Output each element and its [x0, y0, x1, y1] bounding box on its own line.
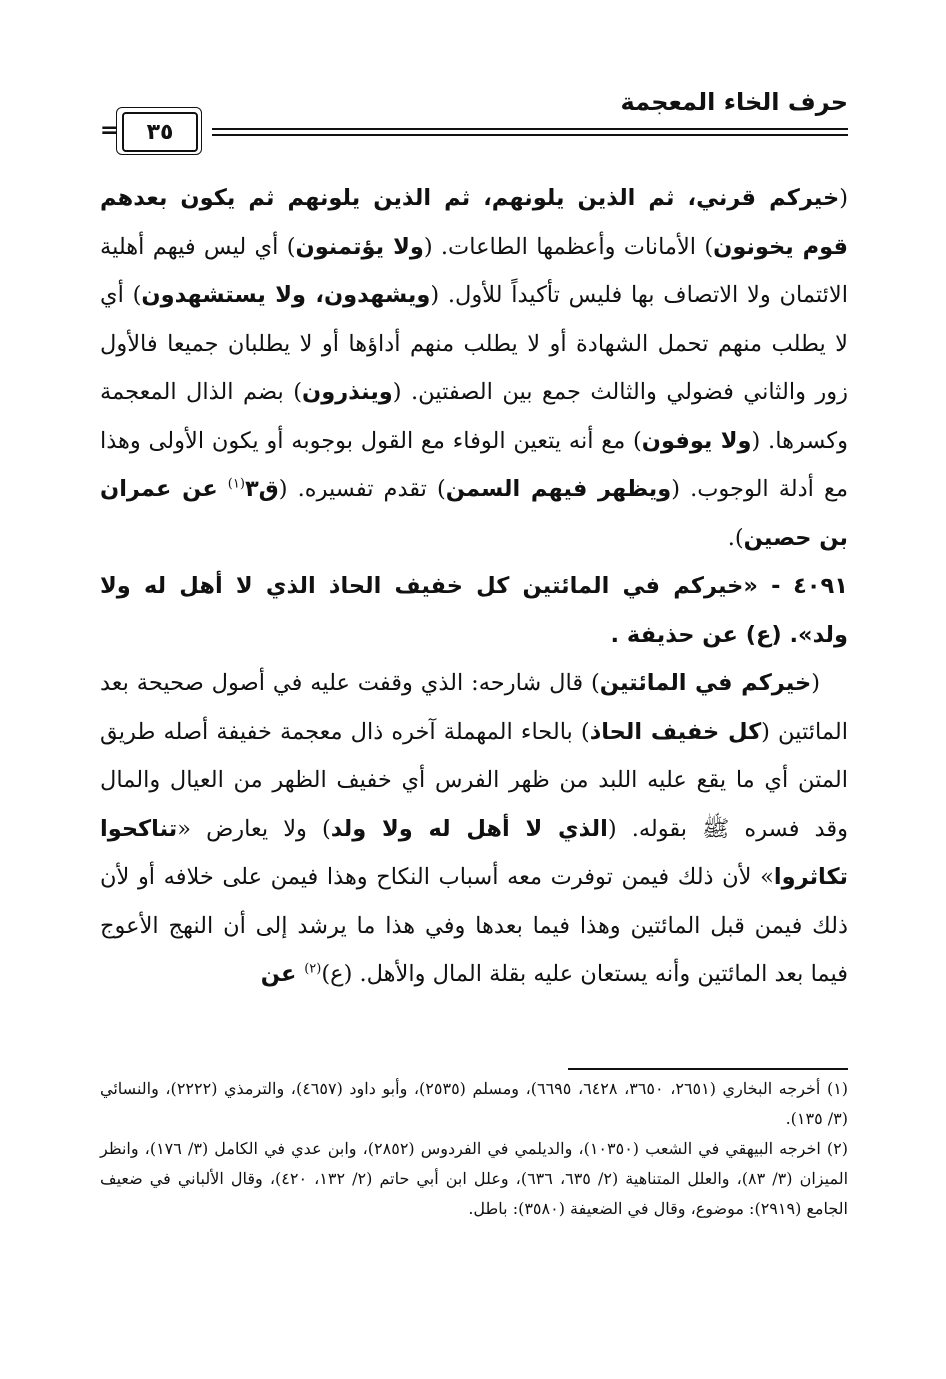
commentary-paragraph: (خيركم قرني، ثم الذين يلونهم، ثم الذين يلونهم ثم يكون بعدهم قوم يخونون) الأمانات وأعظمها الطاعات. (ولا يؤتمنون) أي ليس فيهم أهلية الائتمان ولا الاتصاف بها فليس تأكيداً للأول. (ويشهدون، ولا يستشهدون) أي لا يطلب منهم تحمل الشهادة أو لا يطلب منهم أداؤها أو لا يطلبان جميعا فالأول زور والثاني فضولي والثالث جمع بين الصفتين. (وينذرون) بضم الذال المعجمة وكسرها. (ولا يوفون) مع أنه يتعين الوفاء مع القول بوجوبه أو يكون الأولى وهذا مع أدلة الوجوب. (ويظهر فيهم السمن) تقدم تفسيره. (ق٣$^{(١)}$ عن عمران بن حصين).	[100, 185, 849, 551]
hadith-quote: ولا يؤتمنون	[295, 233, 424, 260]
hadith-quote: ولا يوفون	[641, 427, 752, 454]
footnote-ref: (٢)	[304, 961, 322, 977]
hadith-text: - «خيركم في المائتين كل خفيف الحاذ الذي لا أهل له ولا ولد». (ع) عن حذيفة .	[100, 573, 848, 648]
running-head-title: حرف الخاء المعجمة	[620, 88, 848, 116]
hadith-quote: خيركم قرني، ثم الذين يلونهم، ثم الذين يلونهم ثم يكون بعدهم قوم يخونون	[100, 185, 848, 260]
commentary-body	[100, 174, 848, 999]
page-header	[100, 70, 848, 160]
footnote-1: (١) أخرجه البخاري (٢٦٥١، ٣٦٥٠، ٦٤٢٨، ٦٦٩٥)، ومسلم (٢٥٣٥)، وأبو داود (٤٦٥٧)، والترمذي (٢٢٢٢)، والنسائي (٣/ ١٣٥).	[100, 1079, 849, 1128]
hadith-quote: ويشهدون، ولا يستشهدون	[141, 282, 431, 308]
footnotes	[100, 1074, 848, 1224]
book-page	[100, 70, 848, 1310]
source-code: ق٣	[244, 476, 279, 502]
page-number: ٣٥	[122, 112, 198, 152]
header-rule	[212, 134, 848, 136]
header-mark: =	[100, 118, 119, 143]
commentary-paragraph: (خيركم في المائتين) قال شارحه: الذي وقفت عليه في أصول صحيحة بعد المائتين (كل خفيف الحاذ) بالحاء المهملة آخره ذال معجمة خفيفة أصله طريق المتن أي ما يقع عليه اللبد من ظهر الفرس أي خفيف الظهر من العيال والمال وقد فسره ﷺ بقوله. (الذي لا أهل له ولا ولد) ولا يعارض «تناكحوا تكاثروا» لأن ذلك فيمن توفرت معه أسباب النكاح وهذا فيمن على خلافه أو لأن ذلك فيمن قبل المائتين وهذا فيما بعدها وفي هذا ما يرشد إلى أن النهج الأعوج فيما بعد المائتين وأنه يستعان عليه بقلة المال والأهل. (ع)$^{(٢)}$ عن	[100, 670, 848, 987]
hadith-entry	[100, 562, 848, 659]
hadith-quote: وينذرون	[302, 379, 393, 405]
hadith-quote: كل خفيف الحاذ	[589, 718, 762, 745]
hadith-quote: تناكحوا تكاثروا	[100, 815, 848, 890]
hadith-number: ٤٠٩١	[793, 573, 848, 599]
hadith-quote: خيركم في المائتين	[599, 670, 812, 696]
hadith-quote: الذي لا أهل له ولا ولد	[330, 815, 608, 842]
footnote-ref: (١)	[227, 476, 245, 492]
narrator: عن عمران بن حصين	[100, 476, 848, 551]
footnote-2: (٢) اخرجه البيهقي في الشعب (١٠٣٥٠)، والديلمي في الفردوس (٢٨٥٢)، وابن عدي في الكامل (٣/ ١٧٦)، وانظر الميزان (٣/ ٨٣)، والعلل المتناهية (٢/ ٦٣٥، ٦٣٦)، وعلل ابن أبي حاتم (٢/ ١٣٢، ٤٢٠)، وقال الألباني في ضعيف الجامع (٢٩١٩): موضوع، وقال في الضعيفة (٣٥٨٠): باطل.	[100, 1139, 849, 1218]
hadith-quote: ويظهر فيهم السمن	[445, 476, 672, 502]
header-rule	[212, 128, 848, 130]
footnote-separator	[568, 1068, 848, 1070]
